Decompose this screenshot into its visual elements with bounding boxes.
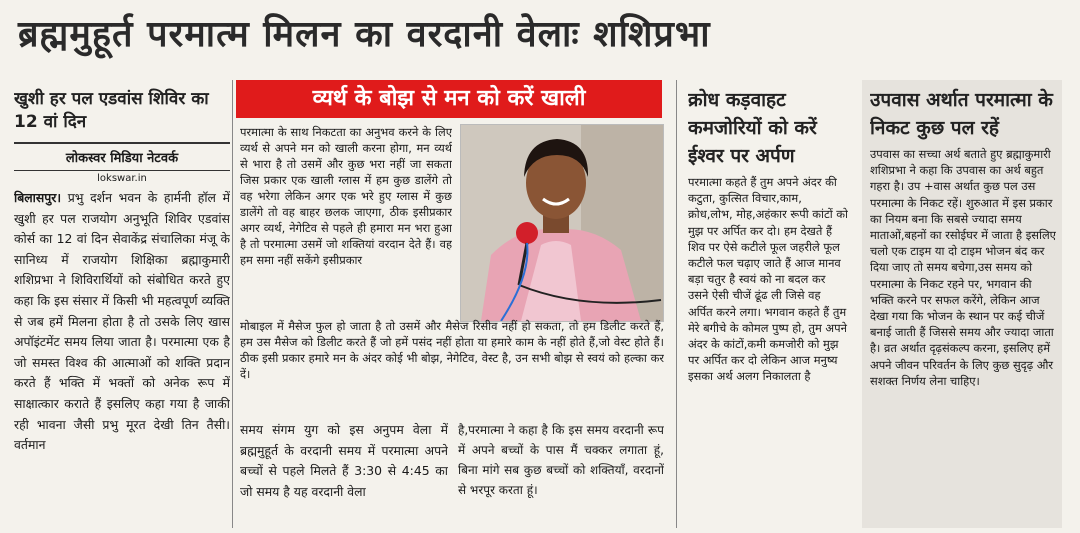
krodh-body: परमात्मा कहते हैं तुम अपने अंदर की कटुता, कुत्सित विचार,काम, क्रोध,लोभ, मोह,अहंकार रूपी कांटों को मुझ पर अर्पित कर दो। हम देखते हैं शिव पर ऐसे कटीले फूल जहरीले फूल कटीले फल चढ़ाए जाते हैं आज मानव बड़ा चतुर है स्वयं को ना बदल कर उसने ऐसी चीजें ढूंढ ली जिसे वह अर्पित करने लगा। भगवान कहते हैं तुम मेरे बगीचे के कोमल पुष्प हो, तुम अपने अंदर के कांटों,कमी कमजोरी को मुझ पर अर्पित कर दो लेकिन आज मनुष्य इसका अर्थ अलग निकालता है xyxy=(688,175,848,384)
speaker-photo xyxy=(460,124,664,322)
middle-column-b xyxy=(458,420,664,528)
left-column xyxy=(14,88,230,528)
column-divider xyxy=(232,80,233,528)
krodh-column xyxy=(688,86,848,528)
krodh-subheading: क्रोध कड़वाहट कमजोरियों को करें ईश्वर पर अर्पण xyxy=(688,89,817,167)
byline: लोकस्वर मिडिया नेटवर्क xyxy=(14,142,230,171)
middle-col-a-body: समय संगम युग को इस अनुपम वेला में ब्रह्ममुहूर्त के वरदानी समय में परमात्मा अपने बच्चों से पहले मिलते हैं 3:30 से 4:45 का जो समय है यह वरदानी वेला xyxy=(240,422,448,499)
middle-wide-text xyxy=(240,318,664,410)
left-body xyxy=(14,188,230,456)
middle-column-a xyxy=(240,420,448,528)
website: lokswar.in xyxy=(97,173,147,184)
middle-top-text xyxy=(240,124,452,314)
dateline: बिलासपुर। xyxy=(14,190,62,205)
middle-col-b-body: है,परमात्मा ने कहा है कि इस समय वरदानी रूप में अपने बच्चों के पास मैं चक्कर लगाता हूं, बिना मांगे सब कुछ बच्चों को शक्तियाँ, वरदानों से भरपूर करता हूं। xyxy=(458,423,664,497)
red-banner-heading: व्यर्थ के बोझ से मन को करें खाली xyxy=(236,80,662,118)
upvas-body: उपवास का सच्चा अर्थ बताते हुए ब्रह्माकुमारी शशिप्रभा ने कहा कि उपवास का अर्थ बहुत गहरा है। उप +वास अर्थात कुछ पल उस परमात्मा के निकट रहें। शुरुआत में इस प्रकार का नियम बना कि सबसे ज्यादा समय माताओं,बहनों का रसोईघर में जाता है इसलिए चलो एक टाइम या दो टाइम भोजन बंद कर दिया जाए तो समय बचेगा,उस समय को परमात्मा के निकट रहने पर, भगवान की भक्ति करने पर सफल करेंगे, लेकिन आज देखा गया कि भोजन के स्थान पर कई चीजें बनाई जाती हैं जिससे समय और ज्यादा जाता है। व्रत अर्थात दृढ़संकल्प करना, इसलिए हमें अपने जीवन परिवर्तन के लिए कुछ सुदृढ़ और सशक्त निर्णय लेना चाहिए। xyxy=(870,147,1056,388)
middle-wide-body: मोबाइल में मैसेज फुल हो जाता है तो उसमें और मैसेज रिसीव नहीं हो सकता, तो हम डिलीट करते हैं, हम उस मैसेज को डिलीट करते हैं जो हमें पसंद नहीं होता या हमारे काम के नहीं होते हैं,जो वेस्ट होते हैं। ठीक इसी प्रकार हमारे मन के अंदर कोई भी बोझ, नेगेटिव, वेस्ट है, उन सभी बोझ से स्वयं को हल्का कर दें। xyxy=(240,319,664,381)
left-body-text: प्रभु दर्शन भवन के हार्मनी हॉल में खुशी हर पल राजयोग अनुभूति शिविर एडवांस कोर्स का 12 वां दिन सेवाकेंद्र संचालिका मंजू के सानिध्य में राजयोग शिक्षिका ब्रह्माकुमारी शशिप्रभा ने शिविरार्थियों को संबोधित करते हुए कहा कि इस संसार में किसी भी महत्वपूर्ण व्यक्ति से जब हमें मिलना होता है तो उसके लिए खास अपॉइंटमेंट समय लिया जाता है। परमात्मा एक है जो समस्त विश्व की आत्माओं को शक्ति प्रदान करते हैं भक्ति में भक्तों को अनेक रूप में साक्षात्कार कराते हैं इसलिए कहा गया है जाकी रही भावना जैसी प्रभु मूरत देखी तिन तैसी। वर्तमान xyxy=(14,190,230,453)
upvas-subheading: उपवास अर्थात परमात्मा के निकट कुछ पल रहें xyxy=(870,89,1053,139)
column-divider xyxy=(676,80,677,528)
speaker-photo-illustration xyxy=(461,125,663,321)
page-headline: ब्रह्ममुहूर्त परमात्म मिलन का वरदानी वेलाः शशिप्रभा xyxy=(18,14,711,55)
left-subheading: खुशी हर पल एडवांस शिविर का 12 वां दिन xyxy=(14,89,209,132)
middle-top-body: परमात्मा के साथ निकटता का अनुभव करने के लिए व्यर्थ से अपने मन को खाली करना होगा, मन व्यर्थ से भारा है तो उसमें और कुछ भरा नहीं जा सकता जिस प्रकार एक खाली ग्लास में हम कुछ डालेंगे तो वह भरेगा लेकिन अगर एक भरे हुए ग्लास में कुछ डालेंगे तो वह बाहर छलक जाएगा, ठीक इसीप्रकार अगर व्यर्थ, नेगेटिव से पहले ही हमारा मन भरा हुआ है तो परमात्मा उसमें जो शक्तियां वरदान देते हैं। वह हम समा नहीं सकेंगे इसीप्रकार xyxy=(240,125,452,267)
upvas-column xyxy=(870,86,1056,528)
